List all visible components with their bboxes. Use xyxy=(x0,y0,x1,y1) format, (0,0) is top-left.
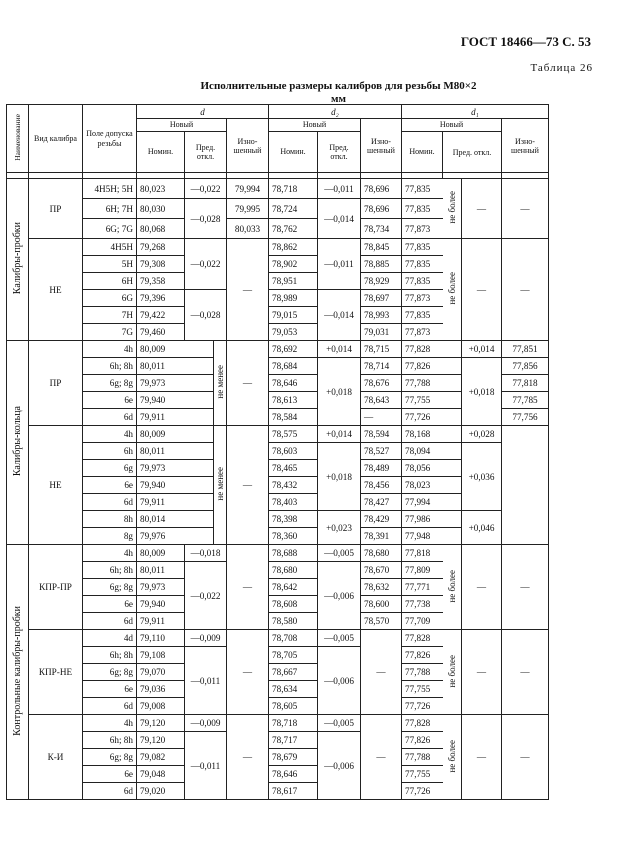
d2-dev-cell: —0,014 xyxy=(318,290,361,341)
d-worn-cell: 79,994 xyxy=(227,179,269,199)
ne-bolee-note xyxy=(443,179,462,239)
d2-dev-cell: —0,005 xyxy=(318,715,361,732)
field-header: Поле допуска резьбы xyxy=(83,105,137,173)
d-nom-cell: 80,011 xyxy=(137,562,185,579)
d-dev-cell: —0,022 xyxy=(185,179,227,199)
d1-worn-cell: — xyxy=(502,239,549,341)
d-nom-cell: 80,009 xyxy=(137,545,185,562)
d1-worn-cell: 77,756 xyxy=(502,409,549,426)
field-cell: 6d xyxy=(83,409,137,426)
kind-cell: КПР-ПР xyxy=(29,545,83,630)
table-title-line1: Исполнительные размеры калибров для резьбы M80×2 xyxy=(200,80,477,92)
d-worn-cell: — xyxy=(227,341,269,426)
d-nom-cell: 79,973 xyxy=(137,579,185,596)
d2-dev-cell: +0,018 xyxy=(318,443,361,511)
table-row xyxy=(7,239,549,256)
d-dev-cell: —0,028 xyxy=(185,290,227,341)
ne-bolee-text: не более xyxy=(446,272,457,305)
d-nom-cell: 79,911 xyxy=(137,613,185,630)
d2-worn-cell: 78,696 xyxy=(361,179,402,199)
d-nom-cell: 80,068 xyxy=(137,219,185,239)
d2-nom-cell: 78,646 xyxy=(269,375,318,392)
d2-nom-cell: 78,680 xyxy=(269,562,318,579)
d-dev-cell: —0,009 xyxy=(185,630,227,647)
d2-nom-cell: 78,762 xyxy=(269,219,318,239)
d2-dev-header: Пред. откл. xyxy=(318,132,361,173)
field-cell: 6h; 8h xyxy=(83,647,137,664)
field-cell: 4H5H; 5H xyxy=(83,179,137,199)
d2-worn-cell: 78,680 xyxy=(361,545,402,562)
d-nom-cell: 79,422 xyxy=(137,307,185,324)
d1-nom-cell: 77,788 xyxy=(402,749,443,766)
d-nom-cell: 79,120 xyxy=(137,732,185,749)
d1-worn-cell: — xyxy=(502,179,549,239)
d-nom-cell: 79,110 xyxy=(137,630,185,647)
kind-cell: КПР-НЕ xyxy=(29,630,83,715)
d2-nom-cell: 78,718 xyxy=(269,179,318,199)
field-cell: 5H xyxy=(83,256,137,273)
ne-menee-text: не менее xyxy=(215,467,225,501)
field-cell: 4h xyxy=(83,715,137,732)
d2-nom-cell: 78,718 xyxy=(269,715,318,732)
d2-nom-cell: 78,951 xyxy=(269,273,318,290)
d1-dev-cell: +0,028 xyxy=(462,426,502,443)
d-nom-cell: 79,940 xyxy=(137,477,214,494)
d2-worn-cell: — xyxy=(361,630,402,715)
group-label xyxy=(7,545,29,800)
d1-nom-cell: 77,771 xyxy=(402,579,443,596)
ne-bolee-note xyxy=(443,239,462,341)
d-dev-cell: —0,028 xyxy=(185,199,227,239)
d1-nom-cell: 77,986 xyxy=(402,511,462,528)
d-nom-cell: 79,911 xyxy=(137,494,214,511)
d2-dev-cell: —0,006 xyxy=(318,647,361,715)
d1-nom-cell: 77,726 xyxy=(402,409,462,426)
d2-worn-cell: 78,676 xyxy=(361,375,402,392)
d1-dev-cell: — xyxy=(462,715,502,800)
d-dev-cell: —0,022 xyxy=(185,562,227,630)
d1-nom-cell: 77,788 xyxy=(402,664,443,681)
d2-nom-cell: 78,692 xyxy=(269,341,318,358)
d2-worn-cell: 78,643 xyxy=(361,392,402,409)
d2-worn-cell: 78,696 xyxy=(361,199,402,219)
table-title xyxy=(0,80,617,106)
d-header: d xyxy=(137,105,269,119)
field-cell: 8h xyxy=(83,511,137,528)
d1-dev-cell: — xyxy=(462,630,502,715)
d-nom-cell: 79,070 xyxy=(137,664,185,681)
field-cell: 6e xyxy=(83,392,137,409)
group-label-text: Калибры-пробки xyxy=(11,222,23,295)
d1-nom-cell: 77,726 xyxy=(402,783,443,800)
table-body xyxy=(7,105,549,800)
d1-nom-cell: 77,873 xyxy=(402,290,443,307)
d-nom-cell: 79,460 xyxy=(137,324,185,341)
field-cell: 6h; 8h xyxy=(83,562,137,579)
d-worn-header: Изно-шенный xyxy=(227,119,269,173)
d2-worn-cell: 78,429 xyxy=(361,511,402,528)
d-nom-cell: 79,268 xyxy=(137,239,185,256)
d2-nom-cell: 78,667 xyxy=(269,664,318,681)
d1-nom-cell: 77,873 xyxy=(402,324,443,341)
kind-header: Вид калибра xyxy=(29,105,83,173)
table-label: Таблица 26 xyxy=(530,62,593,74)
field-cell: 6G; 7G xyxy=(83,219,137,239)
d1-nom-cell: 77,828 xyxy=(402,715,443,732)
name-header: Наименование xyxy=(7,105,29,173)
d2-worn-cell: 78,427 xyxy=(361,494,402,511)
d1-nom-cell: 77,726 xyxy=(402,698,443,715)
d2-nom-cell: 78,989 xyxy=(269,290,318,307)
d2-dev-cell: +0,023 xyxy=(318,511,361,545)
d1-nom-cell: 77,826 xyxy=(402,358,462,375)
d1-nom-cell: 77,873 xyxy=(402,219,443,239)
d-worn-cell: — xyxy=(227,545,269,630)
dimensions-table xyxy=(6,104,549,800)
d-nom-header: Номин. xyxy=(137,132,185,173)
ne-menee-text: не менее xyxy=(215,365,225,399)
d2-worn-cell: 78,570 xyxy=(361,613,402,630)
d-dev-cell: —0,011 xyxy=(185,732,227,800)
d2-dev-cell: —0,005 xyxy=(318,630,361,647)
d2-worn-cell: 78,714 xyxy=(361,358,402,375)
d-nom-cell: 79,940 xyxy=(137,392,214,409)
d2-nom-cell: 78,862 xyxy=(269,239,318,256)
field-cell: 4h xyxy=(83,426,137,443)
d2-worn-cell: 78,715 xyxy=(361,341,402,358)
d1-nom-cell: 77,994 xyxy=(402,494,462,511)
ne-bolee-text: не более xyxy=(446,654,457,688)
d1-new-header: Новый xyxy=(402,119,502,132)
field-cell: 6H; 7H xyxy=(83,199,137,219)
d2-nom-cell: 78,688 xyxy=(269,545,318,562)
d2-nom-cell: 79,015 xyxy=(269,307,318,324)
d1-nom-cell: 77,788 xyxy=(402,375,462,392)
ne-bolee-note xyxy=(443,545,462,630)
d1-nom-header: Номин. xyxy=(402,132,443,173)
d2-nom-cell: 78,717 xyxy=(269,732,318,749)
d2-worn-cell: 78,456 xyxy=(361,477,402,494)
d-worn-cell: — xyxy=(227,630,269,715)
d-worn-cell: — xyxy=(227,426,269,545)
field-cell: 4h xyxy=(83,545,137,562)
d1-nom-cell: 77,835 xyxy=(402,307,443,324)
d1-worn-cell: — xyxy=(502,715,549,800)
kind-cell: НЕ xyxy=(29,239,83,341)
field-cell: 6d xyxy=(83,698,137,715)
d-worn-cell: 79,995 xyxy=(227,199,269,219)
d2-nom-cell: 78,608 xyxy=(269,596,318,613)
d2-nom-cell: 78,902 xyxy=(269,256,318,273)
kind-cell: ПР xyxy=(29,341,83,426)
d1-nom-cell: 77,828 xyxy=(402,630,443,647)
d1-dev-cell: — xyxy=(462,545,502,630)
d-nom-cell: 79,396 xyxy=(137,290,185,307)
field-cell: 6H xyxy=(83,273,137,290)
d-dev-cell: —0,009 xyxy=(185,715,227,732)
field-cell: 6e xyxy=(83,681,137,698)
d-nom-cell: 80,023 xyxy=(137,179,185,199)
d2-dev-cell: —0,006 xyxy=(318,562,361,630)
d1-nom-cell: 77,826 xyxy=(402,647,443,664)
d2-worn-cell: 78,670 xyxy=(361,562,402,579)
d-nom-cell: 79,048 xyxy=(137,766,185,783)
d1-worn-cell: 77,856 xyxy=(502,358,549,375)
d2-nom-cell: 78,398 xyxy=(269,511,318,528)
d1-dev-header: Пред. откл. xyxy=(443,132,502,173)
d2-nom-cell: 78,580 xyxy=(269,613,318,630)
table-row xyxy=(7,630,549,647)
table-row xyxy=(7,443,549,460)
d-nom-cell: 79,973 xyxy=(137,375,214,392)
d1-header: d₁ xyxy=(402,105,549,119)
d2-dev-cell: —0,005 xyxy=(318,545,361,562)
d-worn-cell: — xyxy=(227,715,269,800)
kind-cell: ПР xyxy=(29,179,83,239)
table-row xyxy=(7,426,549,443)
field-cell: 6g; 8g xyxy=(83,579,137,596)
d2-worn-cell: 78,489 xyxy=(361,460,402,477)
d1-nom-cell: 77,709 xyxy=(402,613,443,630)
d1-nom-cell: 77,826 xyxy=(402,732,443,749)
d1-worn-cell: — xyxy=(502,545,549,630)
d2-worn-cell: 78,845 xyxy=(361,239,402,256)
d2-dev-cell: —0,011 xyxy=(318,179,361,199)
d2-nom-cell: 78,603 xyxy=(269,443,318,460)
d2-dev-cell: +0,018 xyxy=(318,358,361,426)
d-nom-cell: 79,008 xyxy=(137,698,185,715)
d2-nom-cell: 78,708 xyxy=(269,630,318,647)
d-nom-cell: 80,011 xyxy=(137,358,214,375)
table-row xyxy=(7,511,549,528)
d2-nom-cell: 78,465 xyxy=(269,460,318,477)
d1-nom-cell: 77,755 xyxy=(402,681,443,698)
d2-nom-cell: 79,053 xyxy=(269,324,318,341)
ne-bolee-text: не более xyxy=(446,191,457,224)
d2-nom-cell: 78,605 xyxy=(269,698,318,715)
d-worn-cell: — xyxy=(227,239,269,341)
table-row xyxy=(7,715,549,732)
d-nom-cell: 79,108 xyxy=(137,647,185,664)
d1-worn-cell: 77,818 xyxy=(502,375,549,392)
field-cell: 6G xyxy=(83,290,137,307)
d2-dev-cell: +0,014 xyxy=(318,341,361,358)
table-row xyxy=(7,341,549,358)
d2-nom-cell: 78,403 xyxy=(269,494,318,511)
d1-worn-cell: 77,851 xyxy=(502,341,549,358)
d2-new-header: Новый xyxy=(269,119,361,132)
d2-worn-cell: 79,031 xyxy=(361,324,402,341)
ne-bolee-note xyxy=(443,630,462,715)
field-cell: 6e xyxy=(83,477,137,494)
group-label-text: Контрольные калибры-пробки xyxy=(11,606,23,736)
d-nom-cell: 79,308 xyxy=(137,256,185,273)
field-cell: 7G xyxy=(83,324,137,341)
field-cell: 6d xyxy=(83,613,137,630)
d2-worn-cell: 78,391 xyxy=(361,528,402,545)
d2-nom-cell: 78,724 xyxy=(269,199,318,219)
d1-nom-cell: 77,818 xyxy=(402,545,443,562)
field-cell: 6g xyxy=(83,460,137,477)
d2-worn-cell: 78,600 xyxy=(361,596,402,613)
d-dev-header: Пред. откл. xyxy=(185,132,227,173)
field-cell: 6g; 8g xyxy=(83,749,137,766)
d1-dev-cell: +0,014 xyxy=(462,341,502,358)
table-row xyxy=(7,179,549,199)
d2-worn-cell: 78,594 xyxy=(361,426,402,443)
field-cell: 4h xyxy=(83,341,137,358)
d1-dev-cell: +0,018 xyxy=(462,358,502,426)
d-nom-cell: 80,009 xyxy=(137,341,214,358)
d2-nom-header: Номин. xyxy=(269,132,318,173)
d2-nom-cell: 78,646 xyxy=(269,766,318,783)
d2-worn-cell: 78,697 xyxy=(361,290,402,307)
d2-dev-cell: +0,014 xyxy=(318,426,361,443)
d-dev-cell: —0,022 xyxy=(185,239,227,290)
group-label xyxy=(7,341,29,545)
table-row xyxy=(7,545,549,562)
d2-header: d₂ xyxy=(269,105,402,119)
d-nom-cell: 79,020 xyxy=(137,783,185,800)
d1-nom-cell: 77,948 xyxy=(402,528,462,545)
field-cell: 6h; 8h xyxy=(83,732,137,749)
d-nom-cell: 80,030 xyxy=(137,199,185,219)
d1-worn-cell: 77,785 xyxy=(502,392,549,409)
field-cell: 6e xyxy=(83,766,137,783)
kind-cell: НЕ xyxy=(29,426,83,545)
d-dev-cell: —0,018 xyxy=(185,545,227,562)
field-cell: 6g; 8g xyxy=(83,375,137,392)
ne-bolee-text: не более xyxy=(446,569,457,603)
d1-nom-cell: 78,168 xyxy=(402,426,462,443)
ne-menee-note xyxy=(214,341,227,426)
d-nom-cell: 79,120 xyxy=(137,715,185,732)
d2-nom-cell: 78,432 xyxy=(269,477,318,494)
d-nom-cell: 79,358 xyxy=(137,273,185,290)
field-cell: 6d xyxy=(83,783,137,800)
d1-nom-cell: 78,056 xyxy=(402,460,462,477)
d2-nom-cell: 78,705 xyxy=(269,647,318,664)
d2-nom-cell: 78,634 xyxy=(269,681,318,698)
group-label xyxy=(7,179,29,341)
d2-nom-cell: 78,613 xyxy=(269,392,318,409)
field-cell: 7H xyxy=(83,307,137,324)
d1-dev-cell: — xyxy=(462,239,502,341)
d2-worn-cell: 78,993 xyxy=(361,307,402,324)
page-header: ГОСТ 18466—73 С. 53 xyxy=(460,34,591,49)
d2-worn-cell: — xyxy=(361,715,402,800)
d2-worn-cell: 78,929 xyxy=(361,273,402,290)
d-new-header: Новый xyxy=(137,119,227,132)
ne-menee-note xyxy=(214,426,227,545)
d1-nom-cell: 77,835 xyxy=(402,179,443,199)
d1-dev-cell: — xyxy=(462,179,502,239)
d-nom-cell: 79,036 xyxy=(137,681,185,698)
d2-dev-cell: —0,011 xyxy=(318,239,361,290)
d1-nom-cell: 77,835 xyxy=(402,239,443,256)
d2-nom-cell: 78,575 xyxy=(269,426,318,443)
d2-worn-cell: 78,527 xyxy=(361,443,402,460)
table-title-line2: мм xyxy=(331,93,346,105)
d1-nom-cell: 78,094 xyxy=(402,443,462,460)
d2-dev-cell: —0,014 xyxy=(318,199,361,239)
d2-worn-cell: 78,734 xyxy=(361,219,402,239)
d1-nom-cell: 77,835 xyxy=(402,273,443,290)
d1-nom-cell: 77,738 xyxy=(402,596,443,613)
field-cell: 6h; 8h xyxy=(83,358,137,375)
d-nom-cell: 79,940 xyxy=(137,596,185,613)
field-cell: 6h xyxy=(83,443,137,460)
group-label-text: Калибры-кольца xyxy=(11,406,23,477)
ne-bolee-note xyxy=(443,715,462,800)
field-cell: 4d xyxy=(83,630,137,647)
d1-nom-cell: 77,828 xyxy=(402,341,462,358)
field-cell: 6g; 8g xyxy=(83,664,137,681)
d1-nom-cell: 77,755 xyxy=(402,766,443,783)
d2-nom-cell: 78,584 xyxy=(269,409,318,426)
d-nom-cell: 79,976 xyxy=(137,528,214,545)
d1-nom-cell: 77,835 xyxy=(402,256,443,273)
d1-worn-cell: — xyxy=(502,630,549,715)
d1-dev-cell: +0,036 xyxy=(462,443,502,511)
field-cell: 6e xyxy=(83,596,137,613)
d2-worn-cell: 78,885 xyxy=(361,256,402,273)
d2-nom-cell: 78,617 xyxy=(269,783,318,800)
d2-worn-cell: 78,632 xyxy=(361,579,402,596)
d1-nom-cell: 77,835 xyxy=(402,199,443,219)
d2-worn-header: Изно-шенный xyxy=(361,119,402,173)
d2-nom-cell: 78,679 xyxy=(269,749,318,766)
d1-nom-cell: 77,809 xyxy=(402,562,443,579)
d-nom-cell: 79,973 xyxy=(137,460,214,477)
d1-worn-cell xyxy=(502,426,549,545)
d2-nom-cell: 78,360 xyxy=(269,528,318,545)
d2-nom-cell: 78,642 xyxy=(269,579,318,596)
d2-nom-cell: 78,684 xyxy=(269,358,318,375)
d-nom-cell: 80,014 xyxy=(137,511,214,528)
d1-dev-cell: +0,046 xyxy=(462,511,502,545)
d1-worn-header: Изно-шенный xyxy=(502,119,549,173)
d2-worn-cell: — xyxy=(361,409,402,426)
field-cell: 8g xyxy=(83,528,137,545)
field-cell: 6d xyxy=(83,494,137,511)
d1-nom-cell: 77,755 xyxy=(402,392,462,409)
d-nom-cell: 79,082 xyxy=(137,749,185,766)
d-nom-cell: 80,009 xyxy=(137,426,214,443)
ne-bolee-text: не более xyxy=(446,739,457,773)
d-nom-cell: 80,011 xyxy=(137,443,214,460)
d-nom-cell: 79,911 xyxy=(137,409,214,426)
d1-nom-cell: 78,023 xyxy=(402,477,462,494)
d2-dev-cell: —0,006 xyxy=(318,732,361,800)
table-row xyxy=(7,358,549,375)
d-worn-cell: 80,033 xyxy=(227,219,269,239)
field-cell: 4H5H xyxy=(83,239,137,256)
d-dev-cell: —0,011 xyxy=(185,647,227,715)
kind-cell: К-И xyxy=(29,715,83,800)
